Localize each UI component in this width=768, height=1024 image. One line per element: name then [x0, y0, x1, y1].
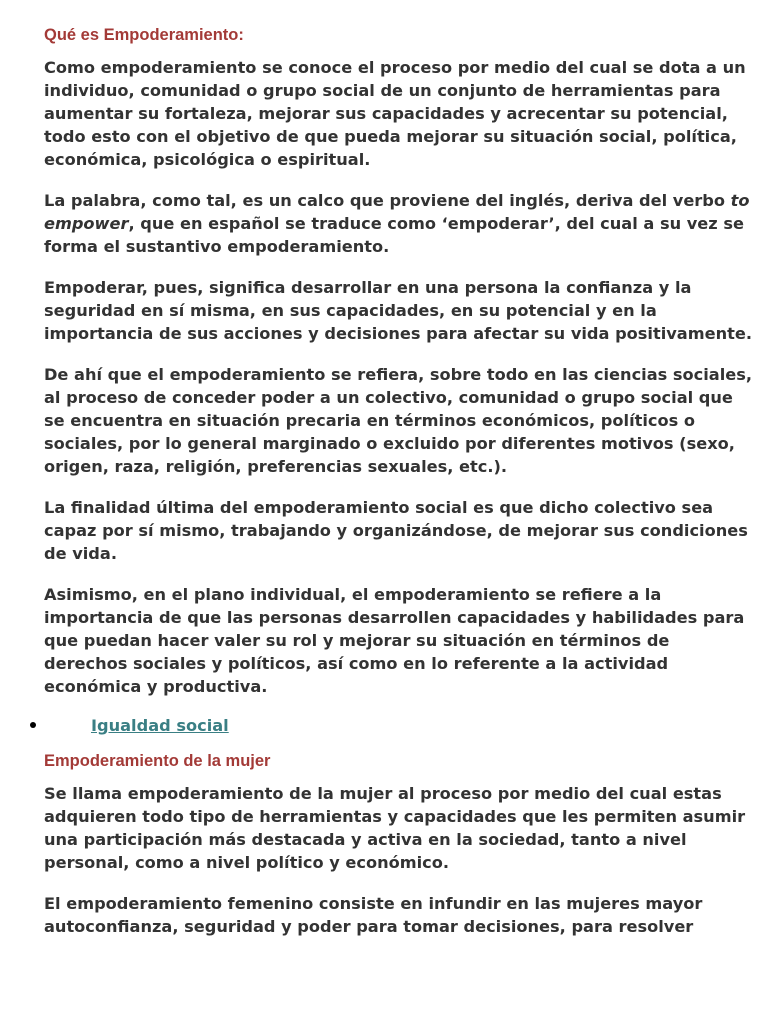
paragraph-meaning: Empoderar, pues, significa desarrollar en una persona la confianza y la seguridad en sí misma, en sus capacidades, en su potencial y en la importancia de sus acciones y decisiones para afectar su vida positivamente.	[44, 278, 752, 343]
paragraph-women-definition: Se llama empoderamiento de la mujer al proceso por medio del cual estas adquieren todo tipo de herramientas y capacidades que les permiten asumir una participación más destacada y activa en la sociedad, tanto a nivel personal, como a nivel político y económico.	[44, 784, 746, 872]
section-heading-empoderamiento: Qué es Empoderamiento:	[44, 26, 244, 44]
link-igualdad-social[interactable]: Igualdad social	[91, 716, 229, 735]
paragraph-definition: Como empoderamiento se conoce el proceso por medio del cual se dota a un individuo, comunidad o grupo social de un conjunto de herramientas para aumentar su fortaleza, mejorar sus capacidades y acrecentar su potencial, todo esto con el objetivo de que pueda mejorar su situación social, política, económica, psicológica o espiritual.	[44, 58, 746, 169]
paragraph-individual: Asimismo, en el plano individual, el empoderamiento se refiere a la importancia de que las personas desarrollen capacidades y habilidades para que puedan hacer valer su rol y mejorar su situación en términos de derechos sociales y políticos, así como en lo referente a la actividad económica y productiva.	[44, 585, 745, 696]
paragraph-social-sciences: De ahí que el empoderamiento se refiera, sobre todo en las ciencias sociales, al proceso de conceder poder a un colectivo, comunidad o grupo social que se encuentra en situación precaria en términos económicos, políticos o sociales, por lo general marginado o excluido por diferentes motivos (sexo, origen, raza, religión, preferencias sexuales, etc.).	[44, 365, 753, 476]
paragraph-etymology	[44, 189, 754, 258]
paragraph-etymology-start: La palabra, como tal, es un calco que proviene del inglés, deriva del verbo	[44, 191, 731, 210]
bullet-icon	[30, 722, 36, 728]
paragraph-women-confidence: El empoderamiento femenino consiste en infundir en las mujeres mayor autoconfianza, seguridad y poder para tomar decisiones, para resolver	[44, 894, 703, 936]
article-body	[44, 24, 754, 956]
paragraph-etymology-term: to empower	[44, 191, 750, 233]
paragraph-etymology-end: , que en español se traduce como ‘empoderar’, del cual a su vez se forma el sustantivo empoderamiento.	[44, 214, 744, 256]
section-heading-mujer: Empoderamiento de la mujer	[44, 752, 271, 770]
paragraph-goal: La finalidad última del empoderamiento social es que dicho colectivo sea capaz por sí mismo, trabajando y organizándose, de mejorar sus condiciones de vida.	[44, 498, 748, 563]
related-link-item	[44, 714, 754, 738]
